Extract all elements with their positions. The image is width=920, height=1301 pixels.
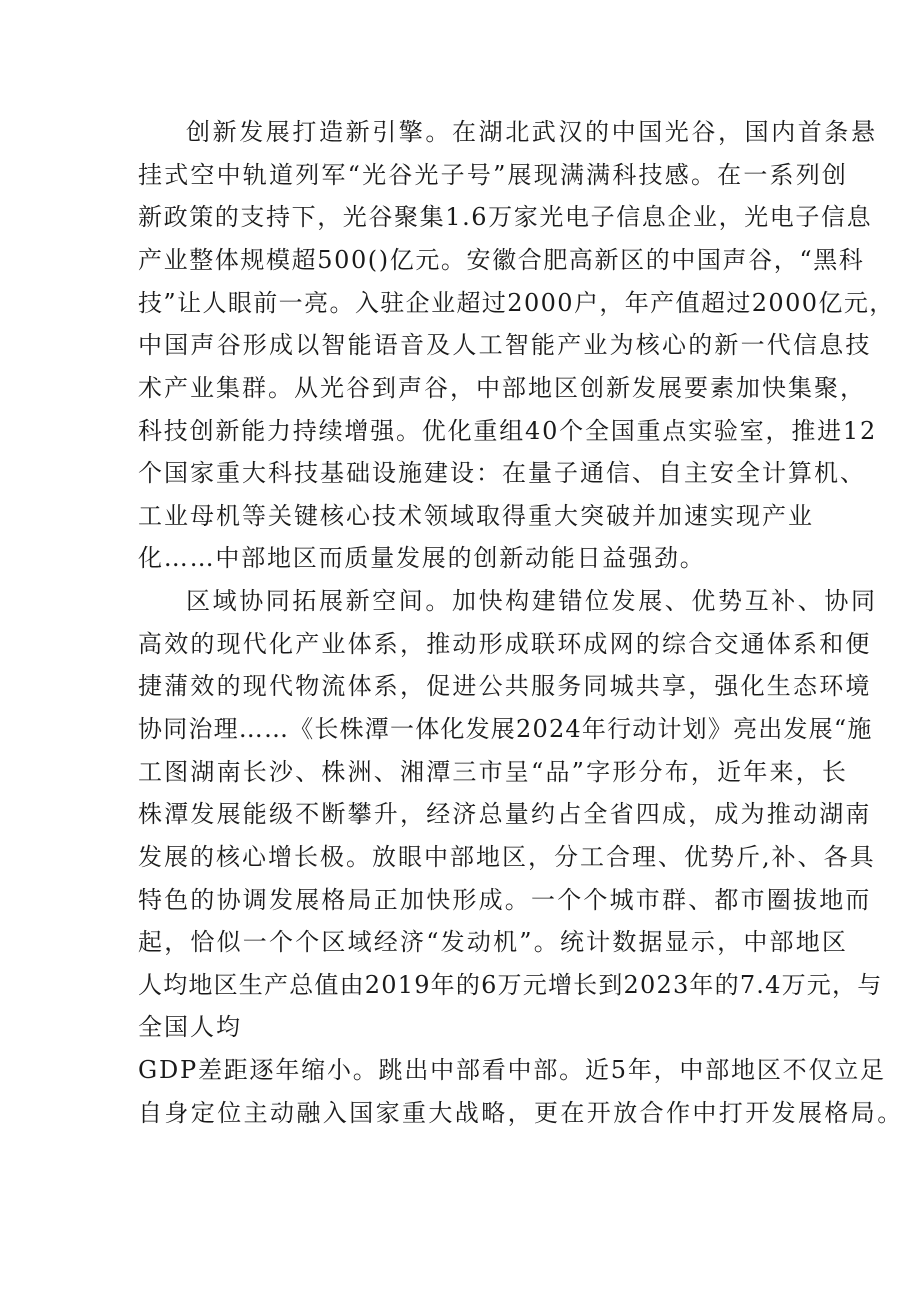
- text-line: 发展的核心增长极。放眼中部地区，分工合理、优势斤,补、各具: [138, 843, 876, 871]
- text-line: 自身定位主动融入国家重大战略，更在开放合作中打开发展格局。: [138, 1099, 904, 1127]
- text-line: 化……中部地区而质量发展的创新动能日益强劲。: [138, 544, 706, 572]
- text-line: 产业整体规模超500()亿元。安徽合肥高新区的中国声谷，“黑科: [138, 246, 865, 274]
- text-line: 技”让人眼前一亮。入驻企业超过2000户，年产值超过2000亿元，: [138, 289, 895, 317]
- text-line: 区域协同拓展新空间。加快构建错位发展、优势互补、协同: [186, 587, 878, 615]
- text-line: 创新发展打造新引擎。在湖北武汉的中国光谷，国内首条悬: [186, 118, 878, 146]
- text-line: 人均地区生产总值由2019年的6万元增长到2023年的7.4万元，与: [138, 971, 883, 999]
- text-line: 特色的协调发展格局正加快形成。一个个城市群、都市圈拔地而: [138, 886, 872, 914]
- text-line: 科技创新能力持续增强。优化重组40个全国重点实验室，推进12: [138, 417, 878, 445]
- text-line: 中国声谷形成以智能语音及人工智能产业为核心的新一代信息技: [138, 331, 872, 359]
- text-line: 株潭发展能级不断攀升，经济总量约占全省四成，成为推动湖南: [138, 800, 872, 828]
- text-line: 捷蒲效的现代物流体系，促进公共服务同城共享，强化生态环境: [138, 672, 872, 700]
- text-line: GDP差距逐年缩小。跳出中部看中部。近5年，中部地区不仅立足: [138, 1056, 886, 1084]
- text-line: 新政策的支持下，光谷聚集1.6万家光电子信息企业，光电子信息: [138, 203, 873, 231]
- text-line: 个国家重大科技基础设施建设：在量子通信、自主安全计算机、: [138, 459, 866, 487]
- text-line: 协同治理……《长株潭一体化发展2024年行动计划》亮出发展“施: [138, 715, 873, 743]
- text-line: 工业母机等关键核心技术领域取得重大突破并加速实现产业: [138, 502, 814, 530]
- text-line: 术产业集群。从光谷到声谷，中部地区创新发展要素加快集聚，: [138, 374, 866, 402]
- text-line: 挂式空中轨道列军“光谷光子号”展现满满科技感。在一系列创: [138, 161, 849, 189]
- text-line: 工图湖南长沙、株洲、湘潭三市呈“品”字形分布，近年来，长: [138, 758, 849, 786]
- text-line: 起，恰似一个个区域经济“发动机”。统计数据显示，中部地区: [138, 928, 849, 956]
- text-line: 全国人均: [138, 1013, 242, 1041]
- text-line: 高效的现代化产业体系，推动形成联环成网的综合交通体系和便: [138, 630, 872, 658]
